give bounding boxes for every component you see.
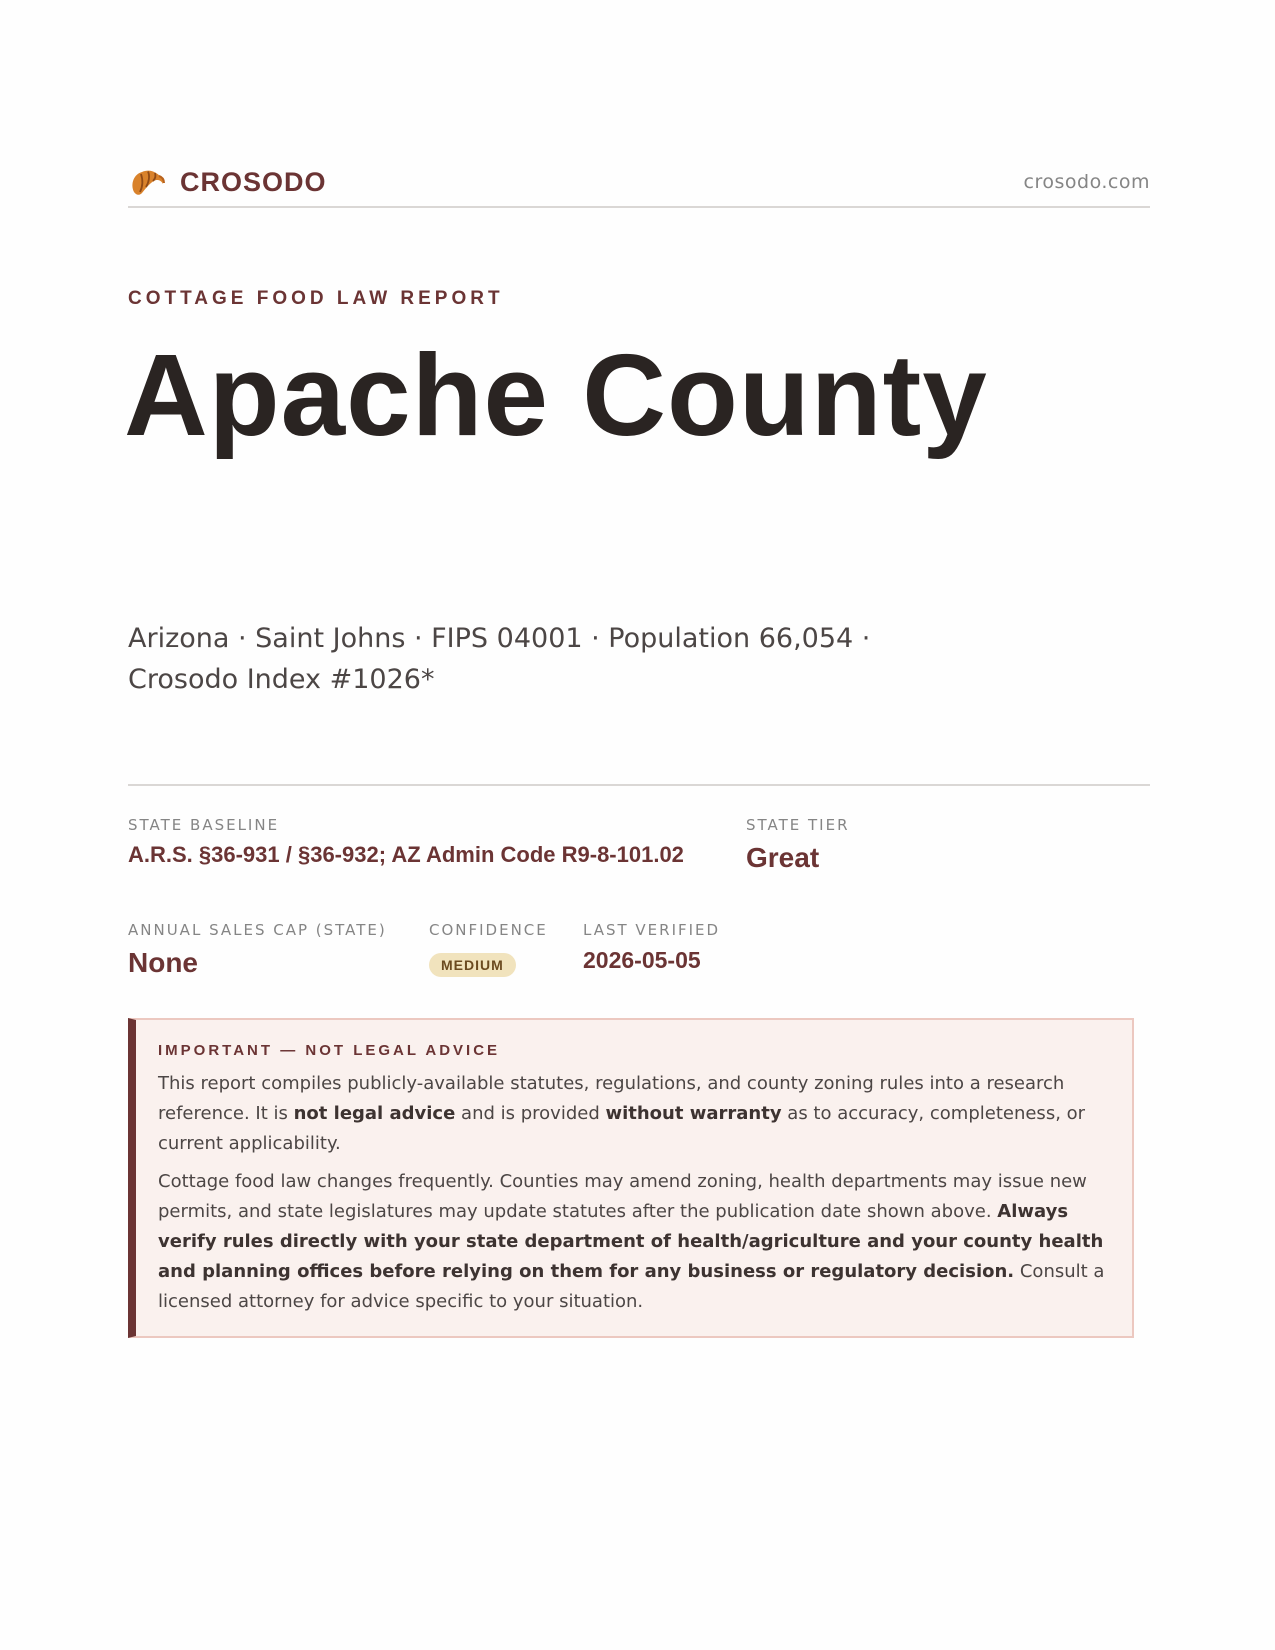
field-label: CONFIDENCE [429,921,548,939]
confidence-badge: MEDIUM [429,953,516,977]
notice-text: This report compiles publicly-available statutes, regulations, and county zoning rules into a research reference. It is [158,1073,1065,1124]
notice-title: IMPORTANT — NOT LEGAL ADVICE [158,1042,501,1059]
page-header [128,158,1150,208]
legal-notice [128,1018,1134,1338]
state-baseline-value: A.R.S. §36-931 / §36-932; AZ Admin Code R9-8-101.02 [128,842,684,867]
state-tier-value: Great [746,842,820,873]
sales-cap-field [128,921,387,979]
report-subtitle: Arizona · Saint Johns · FIPS 04001 · Population 66,054 · Crosodo Index #1026* [128,623,871,695]
brand [128,162,327,202]
notice-emphasis: Always verify rules directly with your state department of health/agriculture and your county health and planning offices before relying on them for any business or regulatory decision. [158,1201,1104,1282]
report-eyebrow: COTTAGE FOOD LAW REPORT [128,288,504,309]
state-tier-field [746,816,850,874]
notice-text: Consult a licensed attorney for advice specific to your situation. [158,1261,1105,1312]
notice-text: and is provided [455,1103,606,1124]
last-verified-value: 2026-05-05 [583,947,701,973]
last-verified-field [583,921,720,974]
sales-cap-value: None [128,947,198,978]
site-url[interactable]: crosodo.com [1023,171,1150,193]
notice-text: Cottage food law changes frequently. Counties may amend zoning, health departments may issue new permits, and state legislatures may update statutes after the publication date shown above. [158,1171,1087,1222]
field-label: STATE TIER [746,816,850,834]
croissant-icon [128,162,168,202]
report-page [124,158,1150,1312]
state-baseline-field [128,816,684,868]
notice-emphasis: not legal advice [293,1103,456,1124]
confidence-field [429,921,548,977]
brand-name: CROSODO [180,166,327,197]
notice-emphasis: without warranty [605,1103,782,1124]
field-label: ANNUAL SALES CAP (STATE) [128,921,387,939]
notice-text: as to accuracy, completeness, or current applicability. [158,1103,1086,1154]
field-label: STATE BASELINE [128,816,280,834]
notice-paragraph-1 [158,1069,1106,1159]
field-label: LAST VERIFIED [583,921,721,939]
notice-paragraph-2 [158,1167,1106,1317]
section-divider [128,784,1150,786]
page-title: Apache County [124,330,988,460]
